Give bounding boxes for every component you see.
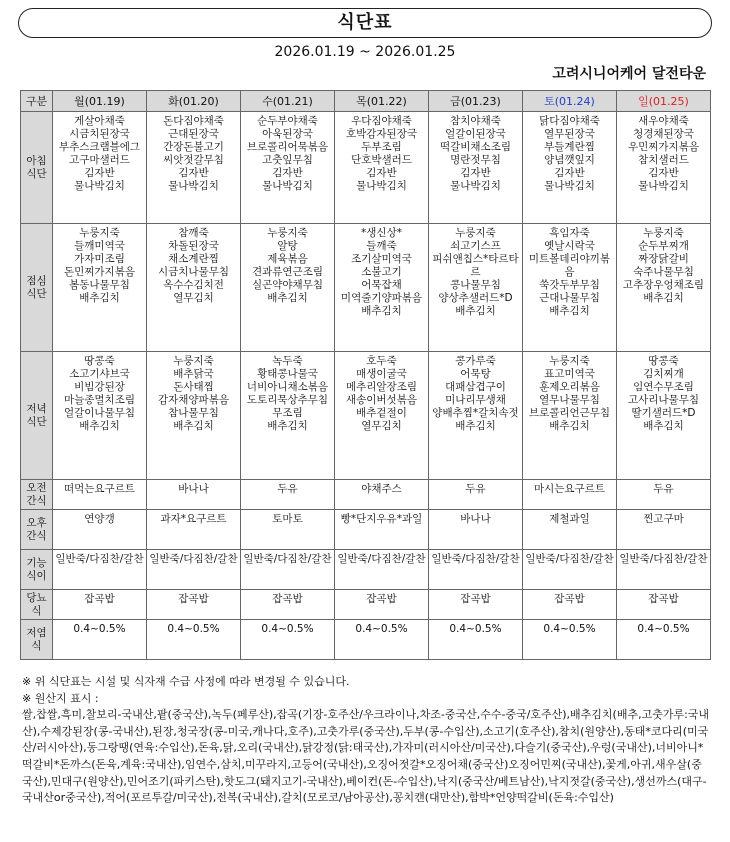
menu-cell-diabetic-diet-thu [335,590,429,620]
menu-cell-functional-diet-mon [53,550,147,590]
row-label-line: 오전 [26,481,47,494]
menu-item: 배추김치 [643,420,684,432]
menu-cell-diabetic-diet-sun [617,590,711,620]
menu-item: 배추닭국 [173,368,214,380]
menu-item: 물나박김치 [544,180,595,192]
menu-item: 잡곡밥 [460,593,491,605]
menu-item: 두부조림 [361,141,402,153]
menu-item: 콩가루죽 [455,355,496,367]
menu-cell-lunch-thu [335,224,429,352]
menu-cell-morning-snack-sun [617,480,711,510]
menu-cell-functional-diet-sun [617,550,711,590]
menu-cell-dinner-thu [335,352,429,480]
menu-item: 열무나물무침 [539,394,600,406]
menu-item: 고춧잎무침 [262,154,313,166]
row-label-morning-snack [21,480,53,510]
menu-cell-morning-snack-thu [335,480,429,510]
menu-item: 배추김치 [455,420,496,432]
row-label-dinner [21,352,53,480]
menu-item: 대패삼겹구이 [445,381,506,393]
menu-item: 부들계란찜 [544,141,595,153]
menu-item: 배추김치 [267,292,308,304]
menu-item: 근대된장국 [168,128,219,140]
menu-item: 미역줄기양파볶음 [340,292,423,304]
row-label-afternoon-snack [21,510,53,550]
menu-item: 얼갈이나물무침 [63,407,135,419]
menu-item: 물나박김치 [74,180,125,192]
row-label-line: 식 [31,604,42,617]
menu-cell-lunch-sun [617,224,711,352]
menu-cell-afternoon-snack-tue [147,510,241,550]
menu-item: 찐고구마 [643,513,684,525]
menu-item: 쑥갓두부무침 [539,279,600,291]
row-label-line: 식단 [26,167,47,180]
menu-item: 토마토 [272,513,303,525]
menu-cell-dinner-mon [53,352,147,480]
menu-item: 딸기샐러드*D [631,407,696,419]
origin-list: 쌀,찹쌀,흑미,찰보리-국내산,팥(중국산),녹두(페루산),잡곡(기장-호주산/우크라이나,차조-중국산,수수-중국/호주산),배추김치(배추,고춧가루:국내산),수제강된장(콩-국내산),된장,청국장(콩-미국,캐나다,호주),고춧가루(중국산),두부(콩-수입산),소고기(호주산),참치(원양산),동태*코다리(미국산/러시아산),동그랑땡(연육:수입산),돈육,닭,오리(국내산),닭강정(닭:태국산),가자미(러시아산/미국산),다슬기(중국산),우렁(국내산),너비아니*떡갈비*돈까스(돈육,계육:국내산),임연수,삼치,미꾸라지,고등어(국내산),오징어젓갈*오징어채(중국산)오징어민찌(국내산),꽃게,아귀,새우살(중국산),민대구(원양산),민어조기(파키스탄),핫도그(돼지고기-국내산),베이컨(돈-수입산),낙지(중국산/베트남산),낙지젓갈(중국산),생선까스(대구-국내산or중국산),적어(포르투갈/미국산),전복(국내산),갈치(모로코/남아공산),꽁치캔(대만산),함박*언양떡갈비(돈육:수입산) [22,708,710,805]
menu-item: 단호박샐러드 [351,154,412,166]
day-header-thu: 목(01.22) [335,91,429,112]
row-label-breakfast [21,112,53,224]
row-morning-snack [21,480,711,510]
menu-item: 새송이버섯볶음 [345,394,417,406]
menu-item: 잡곡밥 [178,593,209,605]
menu-cell-functional-diet-tue [147,550,241,590]
menu-item: 표고미역국 [544,368,595,380]
menu-item: 배추김치 [549,420,590,432]
menu-item: 잡곡밥 [648,593,679,605]
menu-item: 어묵잡채 [361,279,402,291]
menu-item: 고구마샐러드 [69,154,130,166]
menu-cell-diabetic-diet-tue [147,590,241,620]
menu-item: 견과류연근조림 [251,266,323,278]
menu-item: 김자반 [84,167,115,179]
menu-item: 배추김치 [361,305,402,317]
menu-cell-afternoon-snack-thu [335,510,429,550]
menu-item: 0.4~0.5% [637,623,690,635]
menu-item: 두유 [465,483,486,495]
menu-item: 일반죽/다짐찬/갈찬 [525,553,614,565]
row-label-line: 오후 [26,516,47,529]
menu-item: 배추김치 [173,420,214,432]
menu-item: 녹두죽 [272,355,303,367]
menu-item: 봄동나물무침 [69,279,130,291]
origin-heading: ※ 원산지 표시 : [22,691,99,705]
menu-cell-lunch-tue [147,224,241,352]
menu-item: 숙주나물무침 [633,266,694,278]
menu-cell-afternoon-snack-sat [523,510,617,550]
menu-cell-breakfast-wed [241,112,335,224]
menu-item: 돈사태찜 [173,381,214,393]
row-label-line: 식단 [26,287,47,300]
menu-item: 배추김치 [79,292,120,304]
menu-item: 채소계란찜 [168,253,219,265]
day-header-sat: 토(01.24) [523,91,617,112]
menu-cell-lunch-wed [241,224,335,352]
row-label-line: 식이 [26,569,47,582]
menu-item: 황태콩나물국 [257,368,318,380]
menu-item: 임연수무조림 [633,381,694,393]
menu-item: 마시는요구르트 [533,483,605,495]
menu-item: 김자반 [460,167,491,179]
menu-item: 순두부찌개 [638,240,689,252]
menu-item: 옥수수김치전 [163,279,224,291]
menu-item: 어묵탕 [460,368,491,380]
header-corner: 구분 [21,91,53,112]
menu-item: 브로콜리언근무침 [528,407,611,419]
menu-cell-low-sodium-diet-wed [241,620,335,660]
menu-item: 도토리묵상추무침 [246,394,329,406]
menu-cell-morning-snack-fri [429,480,523,510]
menu-cell-functional-diet-thu [335,550,429,590]
menu-item: 옛날시락국 [544,240,595,252]
row-label-line: 간식 [26,494,47,507]
menu-cell-morning-snack-mon [53,480,147,510]
menu-item: 누룽지죽 [79,227,120,239]
menu-cell-low-sodium-diet-tue [147,620,241,660]
menu-item: 빵*단지우유*과일 [340,513,423,525]
menu-item: 누룽지죽 [173,355,214,367]
menu-cell-afternoon-snack-wed [241,510,335,550]
menu-item: 가자미조림 [74,253,125,265]
menu-item: 우민찌가지볶음 [627,141,699,153]
menu-item: 우다짐야채죽 [351,115,412,127]
menu-item: 누룽지죽 [549,355,590,367]
menu-item: 부추스크램블에그 [58,141,141,153]
menu-item: 김치찌개 [643,368,684,380]
row-label-line: 아침 [26,154,47,167]
menu-item: 참치샐러드 [638,154,689,166]
menu-item: 고사리나물무침 [627,394,699,406]
menu-item: 잡곡밥 [84,593,115,605]
menu-item: 열무김치 [173,292,214,304]
menu-item: 땅콩죽 [648,355,679,367]
menu-item: 짜장닭갈비 [638,253,689,265]
menu-item: 바나나 [178,483,209,495]
menu-item: 일반죽/다짐찬/갈찬 [55,553,144,565]
menu-item: 호두죽 [366,355,397,367]
menu-cell-diabetic-diet-wed [241,590,335,620]
menu-cell-lunch-sat [523,224,617,352]
menu-item: 피쉬앤칩스*타르타르 [432,253,519,278]
date-range: 2026.01.19 ~ 2026.01.25 [274,44,456,60]
row-label-line: 간식 [26,529,47,542]
menu-cell-low-sodium-diet-mon [53,620,147,660]
menu-cell-morning-snack-sat [523,480,617,510]
menu-item: 배추김치 [643,292,684,304]
menu-item: 아욱된장국 [262,128,313,140]
menu-item: 시금치된장국 [69,128,130,140]
menu-cell-functional-diet-fri [429,550,523,590]
menu-item: 땅콩죽 [84,355,115,367]
menu-item: 명란젓무침 [450,154,501,166]
menu-cell-breakfast-thu [335,112,429,224]
menu-cell-lunch-mon [53,224,147,352]
menu-cell-breakfast-sat [523,112,617,224]
menu-item: 쇠고기스프 [450,240,501,252]
menu-cell-breakfast-sun [617,112,711,224]
row-label-low-sodium-diet [21,620,53,660]
menu-item: 시금치나물무침 [157,266,229,278]
menu-item: 콩나물무침 [450,279,501,291]
menu-item: 김자반 [366,167,397,179]
menu-cell-low-sodium-diet-sat [523,620,617,660]
menu-item: 돈민찌가지볶음 [63,266,135,278]
menu-item: 들깨죽 [366,240,397,252]
menu-cell-diabetic-diet-sat [523,590,617,620]
menu-item: 물나박김치 [638,180,689,192]
menu-cell-dinner-wed [241,352,335,480]
menu-item: 김자반 [554,167,585,179]
menu-cell-morning-snack-wed [241,480,335,510]
menu-cell-functional-diet-wed [241,550,335,590]
row-low-sodium-diet [21,620,711,660]
menu-cell-diabetic-diet-mon [53,590,147,620]
menu-item: 일반죽/다짐찬/갈찬 [431,553,520,565]
row-label-functional-diet [21,550,53,590]
menu-item: 미트볼데리야끼볶음 [528,253,611,278]
menu-item: 조기살미역국 [351,253,412,265]
menu-cell-breakfast-mon [53,112,147,224]
menu-item: 돈다짐야채죽 [163,115,224,127]
menu-item: 0.4~0.5% [543,623,596,635]
menu-item: 배추겉절이 [356,407,407,419]
menu-item: 씨앗젓갈무침 [163,154,224,166]
menu-item: 게살아채죽 [74,115,125,127]
menu-item: 잡곡밥 [272,593,303,605]
menu-item: 물나박김치 [168,180,219,192]
menu-item: 김자반 [272,167,303,179]
row-label-lunch [21,224,53,352]
menu-item: 열무된장국 [544,128,595,140]
menu-item: 일반죽/다짐찬/갈찬 [243,553,332,565]
menu-cell-functional-diet-sat [523,550,617,590]
menu-item: 일반죽/다짐찬/갈찬 [619,553,708,565]
menu-table [20,90,711,660]
row-label-line: 저염 [26,626,47,639]
row-diabetic-diet [21,590,711,620]
day-header-tue: 화(01.20) [147,91,241,112]
menu-item: 잡곡밥 [366,593,397,605]
menu-item: 미나리무생채 [445,394,506,406]
menu-item: 참나물무침 [168,407,219,419]
menu-item: 참깨죽 [178,227,209,239]
menu-item: 훈제오리볶음 [539,381,600,393]
day-header-wed: 수(01.21) [241,91,335,112]
menu-item: 메추리알장조림 [345,381,417,393]
menu-item: 0.4~0.5% [449,623,502,635]
menu-cell-diabetic-diet-fri [429,590,523,620]
menu-item: 브로콜리어묵볶음 [246,141,329,153]
menu-item: 0.4~0.5% [355,623,408,635]
row-afternoon-snack [21,510,711,550]
menu-item: 소불고기 [361,266,402,278]
row-dinner [21,352,711,480]
menu-item: 양상추샐러드*D [438,292,513,304]
menu-item: 소고기샤브국 [69,368,130,380]
menu-item: 일반죽/다짐찬/갈찬 [149,553,238,565]
menu-item: 과자*요구르트 [160,513,227,525]
menu-item: 떡갈비채소조림 [439,141,511,153]
menu-item: 떠먹는요구르트 [63,483,135,495]
row-label-line: 저녁 [26,402,47,415]
menu-item: 마늘종멸치조림 [63,394,135,406]
menu-item: 비빔강된장 [74,381,125,393]
menu-cell-afternoon-snack-sun [617,510,711,550]
menu-item: 너비아니채소볶음 [246,381,329,393]
day-header-sun: 일(01.25) [617,91,711,112]
page-title: 식단표 [18,8,712,38]
day-header-mon: 월(01.19) [53,91,147,112]
menu-item: 물나박김치 [262,180,313,192]
menu-item: 0.4~0.5% [73,623,126,635]
menu-item: 참치야채죽 [450,115,501,127]
menu-item: 0.4~0.5% [167,623,220,635]
menu-item: 김자반 [178,167,209,179]
menu-cell-breakfast-fri [429,112,523,224]
row-label-line: 식단 [26,415,47,428]
menu-cell-low-sodium-diet-thu [335,620,429,660]
row-label-line: 당뇨 [26,591,47,604]
menu-item: 누룽지죽 [643,227,684,239]
menu-cell-dinner-fri [429,352,523,480]
menu-item: 호박감자된장국 [345,128,417,140]
menu-cell-dinner-sun [617,352,711,480]
row-label-line: 기능 [26,556,47,569]
menu-item: 두유 [653,483,674,495]
menu-item: 배추김치 [455,305,496,317]
menu-item: 일반죽/다짐찬/갈찬 [337,553,426,565]
menu-item: 김자반 [648,167,679,179]
menu-item: 열무김치 [361,420,402,432]
row-label-line: 식 [31,639,42,652]
row-label-diabetic-diet [21,590,53,620]
table-header-row [21,91,711,112]
menu-item: 감자채양파볶음 [157,394,229,406]
menu-item: 고추장우엉채조림 [622,279,705,291]
menu-item: 잡곡밥 [554,593,585,605]
menu-item: 누룽지죽 [455,227,496,239]
notes-section [22,674,712,807]
row-lunch [21,224,711,352]
menu-item: 물나박김치 [356,180,407,192]
row-functional-diet [21,550,711,590]
menu-item: 새우야채죽 [638,115,689,127]
menu-item: *생신상* [361,227,402,239]
menu-item: 연양갱 [84,513,115,525]
menu-item: 무조림 [272,407,303,419]
menu-cell-dinner-tue [147,352,241,480]
menu-cell-dinner-sat [523,352,617,480]
menu-item: 야채주스 [361,483,402,495]
menu-item: 물나박김치 [450,180,501,192]
menu-cell-breakfast-tue [147,112,241,224]
menu-item: 청경채된장국 [633,128,694,140]
menu-item: 근대나물무침 [539,292,600,304]
menu-item: 실곤약야채무침 [251,279,323,291]
menu-item: 순두부야채죽 [257,115,318,127]
menu-item: 두유 [277,483,298,495]
menu-item: 양념깻잎지 [544,154,595,166]
menu-item: 간장돈불고기 [163,141,224,153]
menu-item: 배추김치 [549,305,590,317]
menu-item: 제철과일 [549,513,590,525]
menu-cell-afternoon-snack-fri [429,510,523,550]
menu-item: 누룽지죽 [267,227,308,239]
menu-item: 양배추찜*갈치속젓 [432,407,519,419]
menu-item: 차돌된장국 [168,240,219,252]
menu-item: 제육볶음 [267,253,308,265]
menu-item: 흑임자죽 [549,227,590,239]
menu-cell-low-sodium-diet-sun [617,620,711,660]
row-label-line: 점심 [26,274,47,287]
menu-item: 0.4~0.5% [261,623,314,635]
row-breakfast [21,112,711,224]
menu-item: 배추김치 [79,420,120,432]
menu-cell-low-sodium-diet-fri [429,620,523,660]
menu-item: 매생이굴국 [356,368,407,380]
menu-cell-afternoon-snack-mon [53,510,147,550]
menu-item: 알탕 [277,240,298,252]
change-notice: ※ 위 식단표는 시설 및 식자재 수급 사정에 따라 변경될 수 있습니다. [22,675,350,688]
menu-cell-lunch-fri [429,224,523,352]
menu-cell-morning-snack-tue [147,480,241,510]
menu-item: 배추김치 [267,420,308,432]
organization-name: 고려시니어케어 달전타운 [552,66,706,82]
menu-item: 얼갈이된장국 [445,128,506,140]
menu-item: 들깨미역국 [74,240,125,252]
menu-item: 닭다짐야채죽 [539,115,600,127]
day-header-fri: 금(01.23) [429,91,523,112]
menu-item: 바나나 [460,513,491,525]
